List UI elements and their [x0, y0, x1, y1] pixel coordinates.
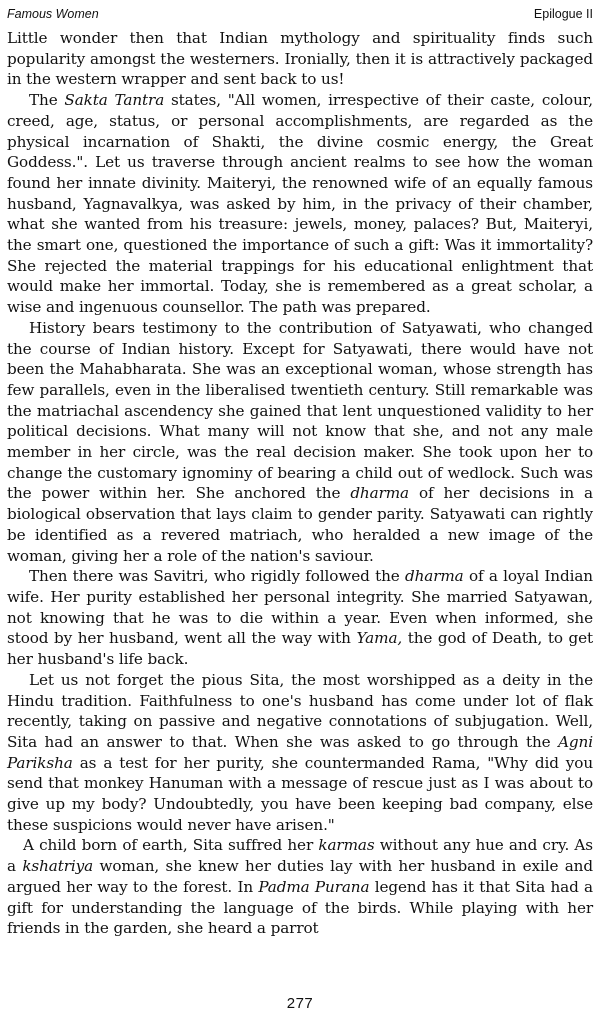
italic-term: dharma [404, 567, 464, 586]
running-header [7, 6, 593, 24]
text-run: as a test for her purity, she countermanded Rama, "Why did you send that monkey Hanuman with a message of rescue just as I was about to give up my body? Undoubtedly, you have been keeping bad company, else these suspicions would never have arisen." [7, 753, 593, 834]
body-text [7, 28, 593, 939]
text-run: History bears testimony to the contribution of Satyawati, who changed the course of Indian history. Except for Satyawati, there would have not been the Mahabharata. She was an exceptional woman, whose strength has few parallels, even in the liberalised twentieth century. Still remarkable was the matriachal ascendency she gained that lent unquestioned validity to her political decisions. What many will not know that she, and not any male member in her circle, was the real decision maker. She took upon her to change the customary ignominy of bearing a child out of wedlock. Such was the power within her. She anchored the [7, 318, 593, 503]
italic-term: karmas [318, 836, 375, 855]
text-run: of a loyal Indian wife. Her purity established her personal integrity. She married Satyawan, not knowing that he was to die within a year. Even when informed, she stood by her husband, went all the way with [7, 567, 593, 648]
text-run: A child born of earth, Sita suffred her [23, 836, 319, 855]
text-run: Little wonder then that Indian mythology and spirituality finds such popularity amongst the westerners. Ironially, then it is attractively packaged in the western wrapper and sent back to us! [7, 29, 593, 89]
paragraph [7, 318, 593, 566]
text-run: of her decisions in a biological observation that lays claim to gender parity. Satyawati can rightly be identified as a revered matriach, who heralded a new image of the woman, giving her a role of the nation's saviour. [7, 484, 593, 565]
paragraph [7, 670, 593, 836]
paragraph [7, 835, 593, 939]
text-run: Then there was Savitri, who rigidly followed the [29, 567, 405, 586]
paragraph [7, 566, 593, 670]
italic-term: Agni Pariksha [7, 732, 593, 772]
text-run: Let us not forget the pious Sita, the most worshipped as a deity in the Hindu tradition. Faithfulness to one's husband has come under lot of flak recently, taking on passive and negative connotations of subjugation. Well, Sita had an answer to that. When she was asked to go through the [7, 670, 593, 751]
text-run: woman, she knew her duties lay with her husband in exile and argued her way to the forest. In [7, 857, 593, 896]
text-run: the god of Death, to get her husband's life back. [7, 629, 593, 669]
italic-term: Padma Purana [258, 877, 370, 896]
text-run: The [29, 91, 65, 110]
book-title: Famous Women [7, 7, 99, 21]
chapter-title: Epilogue II [533, 7, 593, 21]
page-number: 277 [286, 995, 314, 1012]
italic-term: kshatriya [22, 857, 94, 876]
text-run: legend has it that Sita had a gift for understanding the language of the birds. While playing with her friends in the garden, she heard a parrot [7, 877, 593, 938]
italic-term: Yama, [356, 629, 403, 648]
text-run: states, "All women, irrespective of their caste, colour, creed, age, status, or personal accomplishments, are regarded as the physical incarnation of Shakti, the divine cosmic energy, the Great Goddess.". Let us traverse through ancient realms to see how the woman found her innate divinity. Maiteryi, the renowned wife of an equally famous husband, Yagnavalkya, was asked by him, in the privacy of their chamber, what she wanted from his treasure: jewels, money, palaces? But, Maiteryi, the smart one, questioned the importance of such a gift: Was it immortality? She rejected the material trappings for his educational enlightment that would make her immortal. Today, she is remembered as a great scholar, a wise and ingenuous counsellor. The path was prepared. [7, 91, 593, 317]
italic-term: Sakta Tantra [64, 91, 165, 110]
paragraph [7, 90, 593, 318]
text-run: without any hue and cry. As a [7, 836, 593, 876]
italic-term: dharma [350, 484, 409, 503]
paragraph [7, 28, 593, 90]
